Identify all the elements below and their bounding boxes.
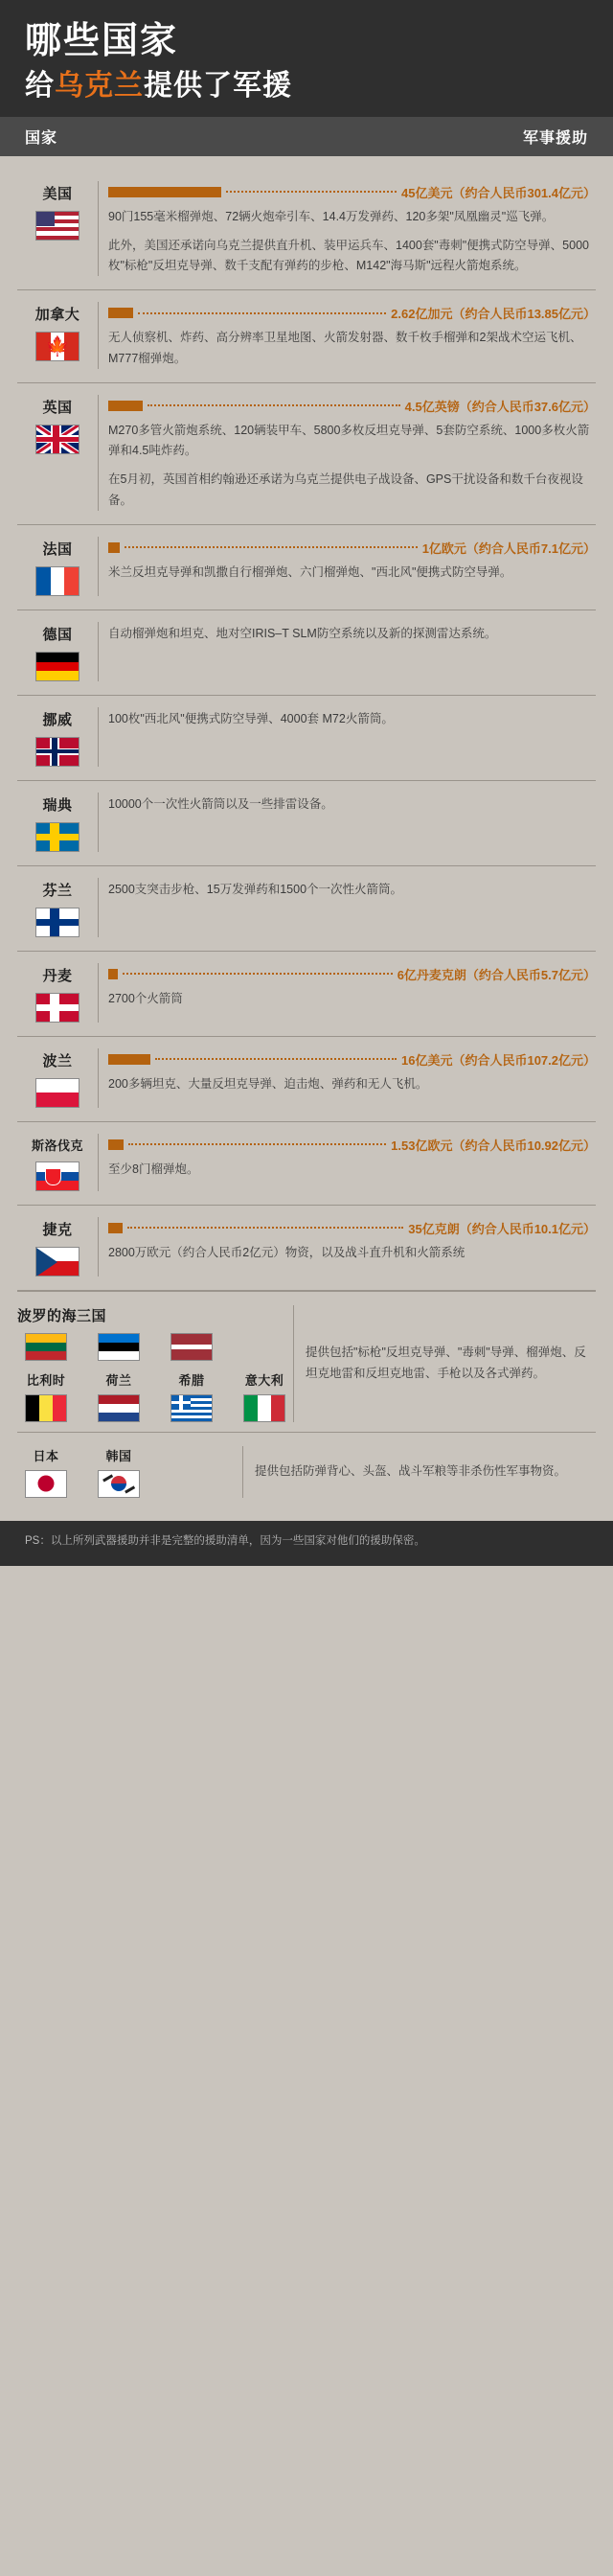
flag-jp-icon: [25, 1470, 67, 1498]
column-header-bar: [0, 117, 613, 156]
flag-pl-icon: [35, 1078, 79, 1108]
country-name: 瑞典: [42, 796, 73, 814]
amount-bar: [108, 1223, 123, 1233]
table-row: [17, 1037, 596, 1122]
subtitle-prefix: 给: [25, 69, 55, 102]
flag-dk-icon: [35, 993, 79, 1023]
amount-line: [108, 397, 596, 415]
aid-description: M270多管火箭炮系统、120辆装甲车、5800多枚反坦克导弹、5套防空系统、1000多枚火箭弹和4.5吨炸药。: [108, 423, 590, 458]
amount-label: 35亿克朗（约合人民币10.1亿元）: [408, 1221, 596, 1236]
country-name: 挪威: [42, 711, 73, 728]
country-name: 希腊: [178, 1372, 205, 1388]
group-flags-row: [17, 1446, 242, 1498]
subtitle-suffix: 提供了军援: [144, 69, 292, 102]
country-cell: [17, 1370, 75, 1422]
column-header-country: 国家: [25, 129, 58, 147]
aid-description: 无人侦察机、炸药、高分辨率卫星地图、火箭发射器、数千枚手榴弹和2架战术空运飞机、M777榴弹炮。: [108, 331, 582, 365]
amount-label: 45亿美元（约合人民币301.4亿元）: [401, 185, 596, 200]
amount-line: [108, 1136, 596, 1154]
aid-description: 200多辆坦克、大量反坦克导弹、迫击炮、弹药和无人飞机。: [108, 1076, 428, 1091]
amount-bar: [108, 542, 120, 553]
country-cell: [17, 963, 98, 1023]
table-row: [17, 781, 596, 866]
amount-label: 2.62亿加元（约合人民币13.85亿元）: [391, 307, 596, 322]
table-row: [17, 610, 596, 696]
aid-description: 100枚"西北风"便携式防空导弹、4000套 M72火箭筒。: [108, 711, 394, 725]
amount-line: [108, 1050, 596, 1069]
country-name: 意大利: [244, 1372, 284, 1388]
group-title: 波罗的海三国: [17, 1307, 107, 1324]
flag-ca-icon: 🍁: [35, 332, 79, 361]
page-title: 哪些国家: [25, 21, 179, 61]
group-aid-cell: [293, 1305, 596, 1422]
country-name: 丹麦: [42, 967, 73, 984]
aid-description: 自动榴弹炮和坦克、地对空IRIS–T SLM防空系统以及新的探测雷达系统。: [108, 626, 497, 640]
flag-ee-icon: [98, 1333, 140, 1361]
aid-description: 提供包括"标枪"反坦克导弹、"毒刺"导弹、榴弹炮、反坦克地雷和反坦克地雷、手枪以及各式弹药。: [306, 1346, 586, 1380]
table-row: [17, 383, 596, 525]
flag-kr-icon: [98, 1470, 140, 1498]
country-cell: [17, 1446, 75, 1498]
aid-cell: [98, 181, 596, 277]
amount-label: 4.5亿英镑（约合人民币37.6亿元）: [404, 399, 596, 414]
country-cell: [17, 1134, 98, 1191]
aid-description: 提供包括防弹背心、头盔、战斗军粮等非杀伤性军事物资。: [255, 1464, 567, 1478]
flag-lt-icon: [25, 1333, 67, 1361]
country-cell: [17, 181, 98, 277]
aid-cell: [98, 537, 596, 596]
country-cell: [17, 395, 98, 511]
country-name: 韩国: [105, 1448, 132, 1463]
dotted-leader: [123, 973, 393, 975]
aid-description: 10000个一次性火箭筒以及一些排雷设备。: [108, 796, 333, 811]
group-block-baltics: [17, 1291, 596, 1432]
flag-lv-icon: [170, 1333, 213, 1361]
group-countries: [17, 1305, 293, 1422]
aid-cell: [98, 1217, 596, 1276]
aid-cell: [98, 1048, 596, 1108]
flag-nl-icon: [98, 1394, 140, 1422]
country-cell: [17, 707, 98, 767]
amount-bar: [108, 1139, 124, 1150]
flag-be-icon: [25, 1394, 67, 1422]
country-cell: [17, 302, 98, 369]
page-subtitle: [25, 69, 588, 104]
aid-cell: [98, 302, 596, 369]
country-cell: [17, 1333, 75, 1361]
country-name: 日本: [33, 1448, 59, 1463]
dotted-leader: [148, 404, 400, 406]
aid-description: 2800万欧元（约合人民币2亿元）物资，以及战斗直升机和火箭系统: [108, 1245, 465, 1259]
dotted-leader: [127, 1227, 403, 1229]
flag-gr-icon: [170, 1394, 213, 1422]
amount-label: 6亿丹麦克朗（约合人民币5.7亿元）: [397, 967, 596, 982]
group-flags-row-2: [17, 1370, 293, 1422]
aid-cell: [98, 622, 596, 681]
amount-label: 1亿欧元（约合人民币7.1亿元）: [421, 540, 596, 556]
table-row: [17, 525, 596, 610]
amount-bar: [108, 969, 118, 979]
dotted-leader: [138, 312, 386, 314]
dotted-leader: [226, 191, 397, 193]
country-cell: [236, 1370, 293, 1422]
aid-description: 米兰反坦克导弹和凯撒自行榴弹炮、六门榴弹炮、"西北风"便携式防空导弹。: [108, 564, 512, 579]
country-name: 德国: [42, 626, 73, 643]
country-cell: [90, 1333, 148, 1361]
flag-it-icon: [243, 1394, 285, 1422]
country-cell: [90, 1370, 148, 1422]
country-name: 加拿大: [34, 307, 80, 324]
flag-se-icon: [35, 822, 79, 852]
flag-cz-icon: [35, 1247, 79, 1276]
rows-container: [0, 156, 613, 1507]
group-aid-cell: [242, 1446, 596, 1498]
aid-cell: [98, 395, 596, 511]
country-name: 斯洛伐克: [31, 1138, 83, 1153]
amount-line: [108, 1219, 596, 1237]
aid-cell: [98, 878, 596, 937]
aid-description: 在5月初，英国首相约翰逊还承诺为乌克兰提供电子战设备、GPS干扰设备和数千台夜视设备。: [108, 472, 583, 507]
country-cell: [90, 1446, 148, 1498]
dotted-leader: [155, 1058, 397, 1060]
country-name: 法国: [42, 540, 73, 558]
aid-description: 此外，美国还承诺向乌克兰提供直升机、装甲运兵车、1400套"毒刺"便携式防空导弹、5000枚"标枪"反坦克导弹、数千支配有弹药的步枪、M142"海马斯"远程火箭炮系统。: [108, 238, 589, 273]
flag-fr-icon: [35, 566, 79, 596]
country-name: 波兰: [42, 1052, 73, 1070]
column-header-aid: 军事援助: [522, 129, 588, 147]
country-name: 英国: [42, 399, 73, 416]
amount-label: 16亿美元（约合人民币107.2亿元）: [401, 1052, 596, 1068]
amount-label: 1.53亿欧元（约合人民币10.92亿元）: [391, 1138, 596, 1153]
flag-sk-icon: [35, 1162, 79, 1191]
table-row: [17, 170, 596, 291]
country-cell: [17, 1048, 98, 1108]
amount-bar: [108, 308, 133, 318]
country-cell: [17, 793, 98, 852]
amount-line: [108, 304, 596, 322]
flag-us-icon: [35, 211, 79, 241]
aid-description: 2500支突击步枪、15万发弹药和1500个一次性火箭筒。: [108, 882, 403, 896]
country-name: 捷克: [42, 1221, 73, 1238]
country-cell: [163, 1370, 220, 1422]
country-cell: [17, 537, 98, 596]
amount-bar: [108, 401, 143, 411]
group-block-asia: [17, 1432, 596, 1507]
table-row: [17, 1122, 596, 1206]
aid-description: 90门155毫米榴弹炮、72辆火炮牵引车、14.4万发弹药、120多架"凤凰幽灵"巡飞弹。: [108, 209, 555, 223]
dotted-leader: [128, 1143, 386, 1145]
footnote: PS：以上所列武器援助并非是完整的援助清单，因为一些国家对他们的援助保密。: [0, 1521, 613, 1567]
amount-bar: [108, 1054, 150, 1065]
aid-cell: [98, 1134, 596, 1191]
amount-line: [108, 539, 596, 557]
country-cell: [17, 1217, 98, 1276]
country-name: 比利时: [26, 1372, 66, 1388]
group-flags-row-1: [17, 1333, 293, 1361]
country-cell: [17, 878, 98, 937]
flag-de-icon: [35, 652, 79, 681]
header: [0, 0, 613, 117]
subtitle-highlight: 乌克兰: [55, 69, 144, 102]
table-row: [17, 290, 596, 383]
table-row: [17, 866, 596, 952]
flag-gb-icon: [35, 425, 79, 454]
aid-cell: [98, 793, 596, 852]
table-row: [17, 696, 596, 781]
aid-description: 2700个火箭筒: [108, 991, 183, 1005]
table-row: [17, 1206, 596, 1291]
flag-fi-icon: [35, 908, 79, 937]
country-name: 芬兰: [42, 882, 73, 899]
flag-no-icon: [35, 737, 79, 767]
group-countries: [17, 1446, 242, 1498]
aid-cell: [98, 707, 596, 767]
table-row: [17, 952, 596, 1037]
dotted-leader: [125, 546, 418, 548]
aid-cell: [98, 963, 596, 1023]
country-name: 美国: [42, 185, 73, 202]
amount-line: [108, 965, 596, 983]
amount-bar: [108, 187, 221, 197]
aid-description: 至少8门榴弹炮。: [108, 1162, 199, 1176]
country-cell: [17, 622, 98, 681]
country-name: 荷兰: [105, 1372, 132, 1388]
country-cell: [163, 1333, 220, 1361]
amount-line: [108, 183, 596, 201]
